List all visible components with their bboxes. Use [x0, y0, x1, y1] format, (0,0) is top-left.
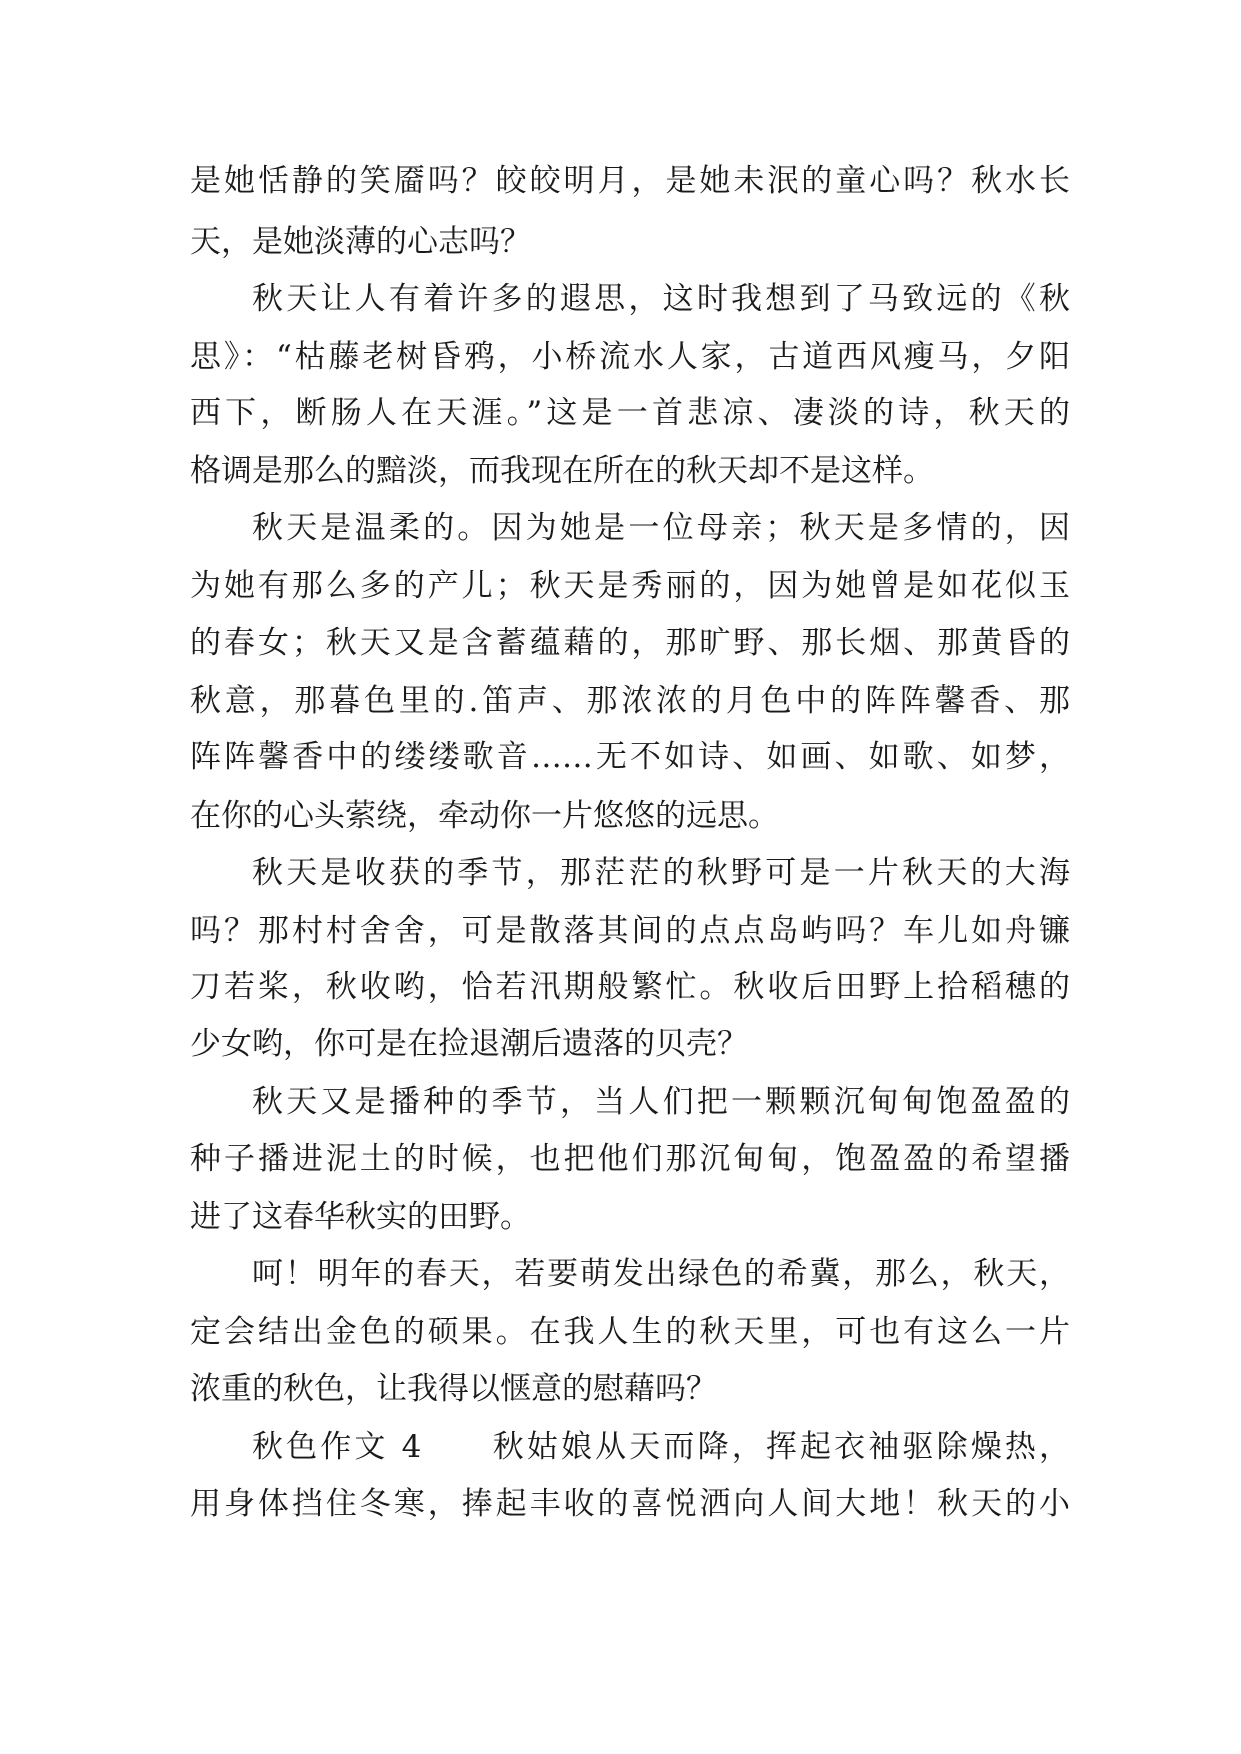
text-line: 思》：“枯藤老树昏鸦，小桥流水人家，古道西风瘦马，夕阳	[190, 339, 1070, 375]
text-line: 阵阵馨香中的缕缕歌音……无不如诗、如画、如歌、如梦，	[190, 739, 1070, 775]
text-line: 是她恬静的笑靥吗？皎皎明月，是她未泯的童心吗？秋水长	[190, 163, 1070, 199]
text-line: 种子播进泥土的时候，也把他们那沉甸甸，饱盈盈的希望播	[190, 1141, 1070, 1177]
text-line: 少女哟，你可是在捡退潮后遗落的贝壳？	[190, 1026, 748, 1062]
paragraph-first-line: 秋天是温柔的。因为她是一位母亲；秋天是多情的，因	[252, 510, 1070, 546]
text-line: 刀若桨，秋收哟，恰若汛期般繁忙。秋收后田野上拾稻穗的	[190, 969, 1070, 1005]
paragraph-first-line: 秋天又是播种的季节，当人们把一颗颗沉甸甸饱盈盈的	[252, 1084, 1070, 1120]
text-line: 西下，断肠人在天涯。”这是一首悲凉、凄淡的诗，秋天的	[190, 395, 1070, 431]
section-heading-line: 秋色作文 4 秋姑娘从天而降，挥起衣袖驱除燥热，	[252, 1429, 1070, 1465]
text-line: 的春女；秋天又是含蓄蕴藉的，那旷野、那长烟、那黄昏的	[190, 625, 1070, 661]
text-line: 用身体挡住冬寒，捧起丰收的喜悦洒向人间大地！秋天的小	[190, 1486, 1070, 1522]
paragraph-first-line: 秋天是收获的季节，那茫茫的秋野可是一片秋天的大海	[252, 855, 1070, 891]
text-line: 在你的心头萦绕，牵动你一片悠悠的远思。	[190, 798, 779, 834]
text-line: 为她有那么多的产儿；秋天是秀丽的，因为她曾是如花似玉	[190, 568, 1070, 604]
text-line: 秋意，那暮色里的.笛声、那浓浓的月色中的阵阵馨香、那	[190, 683, 1070, 719]
text-line: 天，是她淡薄的心志吗？	[190, 224, 531, 260]
text-line: 进了这春华秋实的田野。	[190, 1199, 531, 1235]
paragraph-first-line: 呵！明年的春天，若要萌发出绿色的希冀，那么，秋天，	[252, 1256, 1070, 1292]
text-line: 浓重的秋色，让我得以惬意的慰藉吗？	[190, 1371, 717, 1407]
text-line: 吗？那村村舍舍，可是散落其间的点点岛屿吗？车儿如舟镰	[190, 913, 1070, 949]
text-line: 格调是那么的黯淡，而我现在所在的秋天却不是这样。	[190, 453, 934, 489]
paragraph-first-line: 秋天让人有着许多的遐思，这时我想到了马致远的《秋	[252, 281, 1070, 317]
text-line: 定会结出金色的硕果。在我人生的秋天里，可也有这么一片	[190, 1314, 1070, 1350]
